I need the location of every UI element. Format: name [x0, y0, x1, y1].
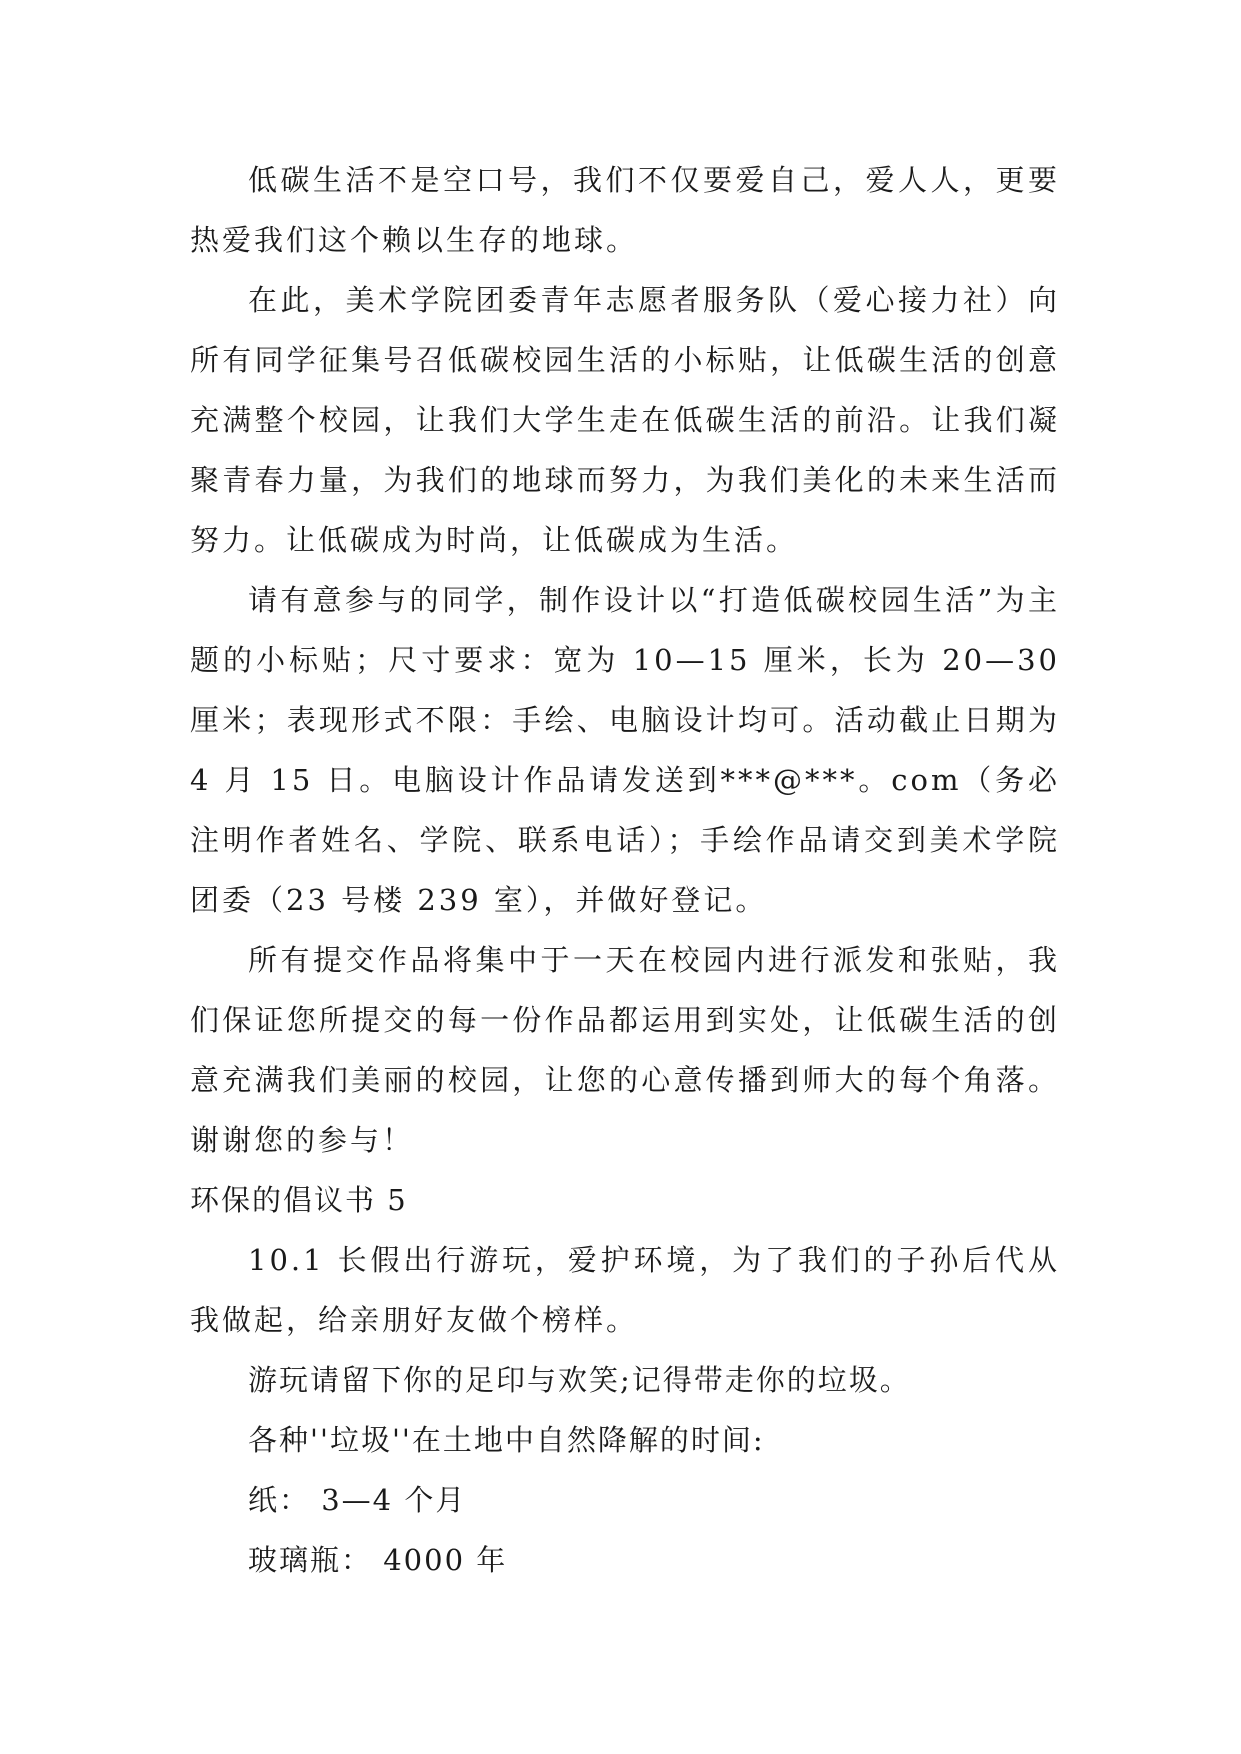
paragraph-submission-rules: 请有意参与的同学，制作设计以“打造低碳校园生活”为主题的小标贴；尺寸要求：宽为 10—15 厘米，长为 20—30 厘米；表现形式不限：手绘、电脑设计均可。活动截止日期为 4 月 15 日。电脑设计作品请发送到***@***。com（务必注明作者姓名、学院、联系电话）；手绘作品请交到美术学院团委（23 号楼 239 室），并做好登记。	[190, 583, 1060, 917]
document-page	[190, 150, 1060, 1590]
section-title: 环保的倡议书 5	[190, 1183, 408, 1217]
line-degradation-heading: 各种''垃圾''在土地中自然降解的时间:	[248, 1423, 765, 1457]
line-paper: 纸： 3—4 个月	[248, 1483, 467, 1517]
paragraph-closing-thanks: 所有提交作品将集中于一天在校园内进行派发和张贴，我们保证您所提交的每一份作品都运用到实处，让低碳生活的创意充满我们美丽的校园，让您的心意传播到师大的每个角落。谢谢您的参与！	[190, 943, 1060, 1157]
paragraph-call-for-stickers: 在此，美术学院团委青年志愿者服务队（爱心接力社）向所有同学征集号召低碳校园生活的小标贴，让低碳生活的创意充满整个校园，让我们大学生走在低碳生活的前沿。让我们凝聚青春力量，为我们的地球而努力，为我们美化的未来生活而努力。让低碳成为时尚，让低碳成为生活。	[190, 283, 1060, 557]
paragraph-low-carbon-intro: 低碳生活不是空口号，我们不仅要爱自己，爱人人，更要热爱我们这个赖以生存的地球。	[190, 163, 1060, 257]
paragraph-holiday-travel: 10.1 长假出行游玩，爱护环境，为了我们的子孙后代从我做起，给亲朋好友做个榜样。	[190, 1243, 1060, 1337]
line-glass-bottle: 玻璃瓶： 4000 年	[248, 1543, 508, 1577]
line-footprints: 游玩请留下你的足印与欢笑;记得带走你的垃圾。	[248, 1363, 911, 1397]
